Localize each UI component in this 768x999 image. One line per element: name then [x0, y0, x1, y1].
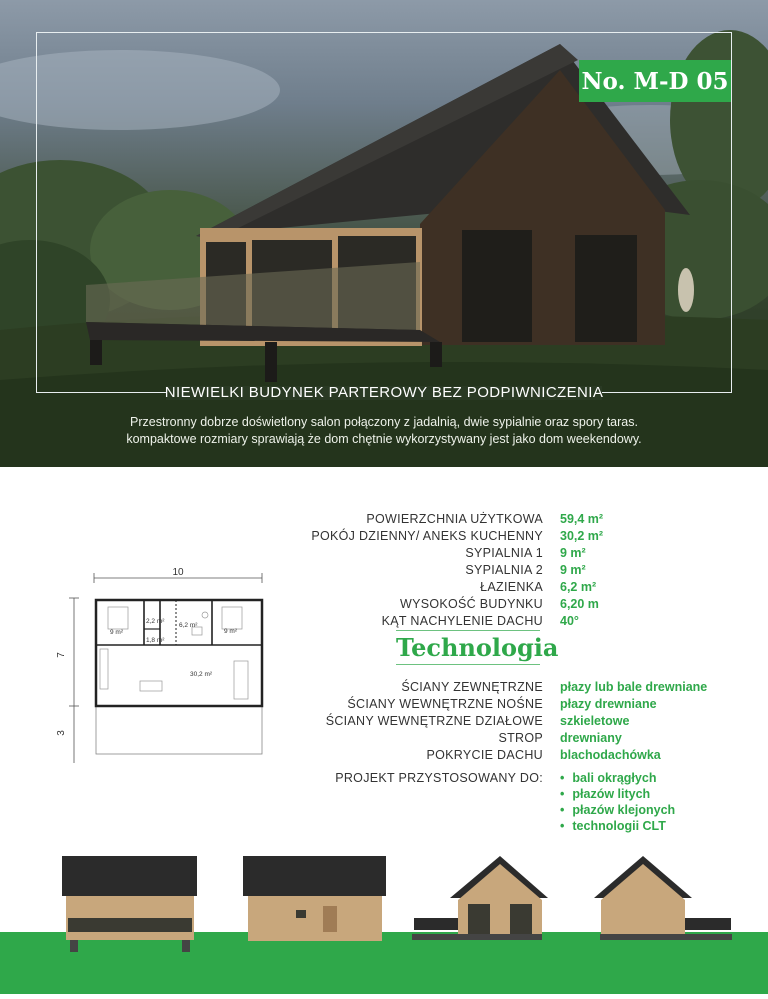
- hero-title-wrap: [0, 384, 768, 402]
- room-area-closet: 2,2 m²: [146, 618, 165, 625]
- hero-title: NIEWIELKI BUDYNEK PARTEROWY BEZ PODPIWNICZENIA: [164, 384, 604, 401]
- elevation-side-right: [594, 856, 732, 940]
- spec-label-roof-angle: KĄT NACHYLENIE DACHU: [381, 614, 543, 628]
- room-area-bathroom: 6,2 m²: [179, 622, 198, 629]
- spec-value-height: 6,20 m: [560, 597, 599, 611]
- room-area-bedroom2: 9 m²: [224, 628, 237, 635]
- room-area-living: 30,2 m²: [190, 671, 213, 678]
- tech-value-partition-walls: szkieletowe: [560, 714, 630, 728]
- spec-value-roof-angle: 40°: [560, 614, 579, 628]
- spec-label-bedroom2: SYPIALNIA 2: [465, 563, 543, 577]
- project-code-badge: No. M-D 05: [579, 60, 731, 102]
- spec-value-bedroom1: 9 m²: [560, 546, 586, 560]
- tech-label-load-bearing-walls: ŚCIANY WEWNĘTRZNE NOŚNE: [347, 697, 543, 711]
- elevation-front: [62, 856, 197, 952]
- plan-depth-dim: 7: [56, 652, 67, 658]
- elevation-drawings: [0, 840, 768, 994]
- tech-value-exterior-walls: płazy lub bale drewniane: [560, 680, 708, 694]
- spec-value-bathroom: 6,2 m²: [560, 580, 597, 594]
- hero-description-line1: Przestronny dobrze doświetlony salon połączony z jadalnią, dwie sypialnie oraz spory taras.: [130, 415, 638, 429]
- room-area-hall: 1,8 m²: [146, 637, 165, 644]
- adapted-item: • technologii CLT: [560, 819, 666, 833]
- tech-value-load-bearing-walls: płazy drewniane: [560, 697, 657, 711]
- tech-label-roofing: POKRYCIE DACHU: [426, 748, 543, 762]
- tech-label-exterior-walls: ŚCIANY ZEWNĘTRZNE: [401, 680, 543, 694]
- spec-label-height: WYSOKOŚĆ BUDYNKU: [399, 597, 543, 611]
- tech-label-partition-walls: ŚCIANY WEWNĘTRZNE DZIAŁOWE: [325, 714, 543, 728]
- spec-value-living-room: 30,2 m²: [560, 529, 604, 543]
- adapted-item: • płazów klejonych: [560, 803, 675, 817]
- elevation-back: [243, 856, 386, 941]
- plan-width-dim: 10: [172, 567, 184, 578]
- tech-divider-bottom: [396, 664, 540, 665]
- spec-label-bathroom: ŁAZIENKA: [480, 580, 543, 594]
- adapted-item: • bali okrągłych: [560, 771, 656, 785]
- spec-value-bedroom2: 9 m²: [560, 563, 586, 577]
- hero-description-line2: kompaktowe rozmiary sprawiają że dom chętnie wykorzystywany jest jako dom weekendowy.: [126, 432, 642, 446]
- adapted-item: • płazów litych: [560, 787, 650, 801]
- plan-terrace-dim: 3: [56, 730, 67, 736]
- spec-label-bedroom1: SYPIALNIA 1: [465, 546, 543, 560]
- tech-label-ceiling: STROP: [498, 731, 543, 745]
- spec-value-usable-area: 59,4 m²: [560, 512, 604, 526]
- tech-divider-top: [396, 630, 540, 631]
- tech-value-ceiling: drewniany: [560, 731, 622, 745]
- spec-label-usable-area: POWIERZCHNIA UŻYTKOWA: [366, 512, 543, 526]
- elevation-side-left: [412, 856, 548, 940]
- floor-plan: [52, 563, 282, 763]
- technology-heading: Technologia: [396, 633, 559, 662]
- tech-value-roofing: blachodachówka: [560, 748, 661, 762]
- spec-label-living-room: POKÓJ DZIENNY/ ANEKS KUCHENNY: [311, 529, 543, 543]
- adapted-label: PROJEKT PRZYSTOSOWANY DO:: [335, 771, 543, 785]
- room-area-bedroom1: 9 m²: [110, 629, 123, 636]
